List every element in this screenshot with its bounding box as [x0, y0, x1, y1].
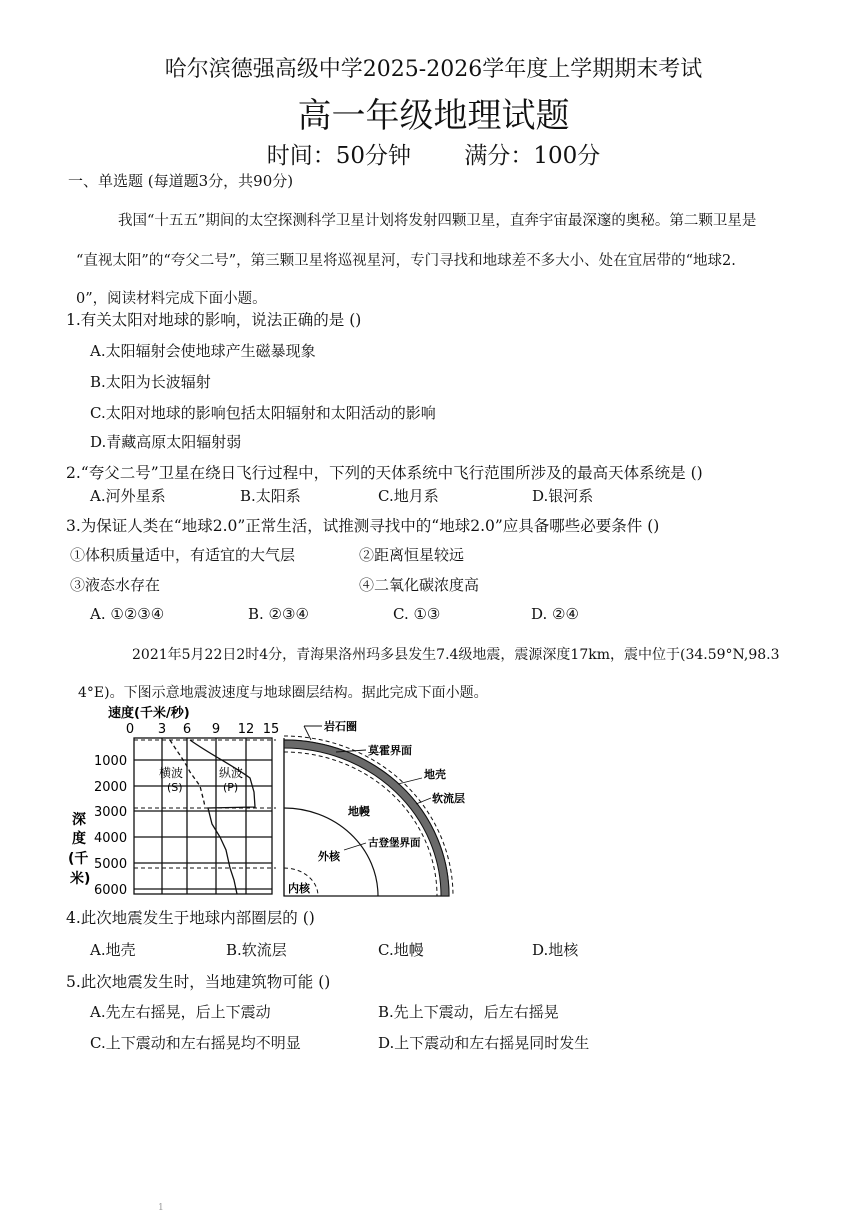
- material2-line2: 4°E)。下图示意地震波速度与地球圈层结构。据此完成下面小题。: [78, 685, 488, 701]
- q2-option-d[interactable]: D.银河系: [532, 487, 594, 505]
- label-gutenberg: 古登堡界面: [368, 837, 421, 849]
- q5-option-a[interactable]: A.先左右摇晃，后上下震动: [90, 1003, 271, 1021]
- q5-option-b[interactable]: B.先上下震动，后左右摇晃: [378, 1003, 559, 1021]
- page-title: 高一年级地理试题: [297, 96, 570, 136]
- q2-option-b[interactable]: B.太阳系: [240, 487, 301, 505]
- speed-tick: 6: [182, 722, 192, 737]
- label-inner-core: 内核: [288, 882, 310, 895]
- q3-option-d[interactable]: D. ②④: [531, 605, 579, 623]
- q3-condition-2: ②距离恒星较远: [359, 546, 465, 564]
- q3-option-a[interactable]: A. ①②③④: [90, 605, 165, 623]
- q5-stem: 5.此次地震发生时，当地建筑物可能 (): [66, 973, 331, 991]
- q1-stem: 1.有关太阳对地球的影响，说法正确的是 (): [66, 311, 362, 329]
- label-moho: 莫霍界面: [368, 744, 412, 757]
- speed-tick: 15: [262, 722, 280, 737]
- label-crust: 地壳: [424, 768, 446, 781]
- school-exam-line: 哈尔滨德强高级中学2025-2026学年度上学期期末考试: [164, 57, 703, 82]
- q4-stem: 4.此次地震发生于地球内部圈层的 (): [66, 909, 315, 927]
- q1-option-d[interactable]: D.青藏高原太阳辐射弱: [90, 433, 242, 451]
- depth-tick: 6000: [94, 883, 128, 898]
- q3-condition-4: ④二氧化碳浓度高: [359, 576, 480, 594]
- p-wave-label: (P): [223, 781, 239, 794]
- label-mantle: 地幔: [348, 805, 370, 818]
- chart-grid: [134, 738, 272, 894]
- label-lithosphere: 岩石圈: [324, 720, 357, 733]
- q1-option-a[interactable]: A.太阳辐射会使地球产生磁暴现象: [90, 342, 316, 360]
- page-mark: 1: [158, 1203, 164, 1213]
- section-heading: 一、单选题 (每道题3分，共90分): [68, 172, 294, 190]
- s-wave-label: (S): [167, 781, 183, 794]
- material1-line2: “直视太阳”的“夸父二号”，第三颗卫星将巡视星河，专门寻找和地球差不多大小、处在宜居带的“地球2.: [76, 253, 736, 269]
- material2-line1: 2021年5月22日2时4分，青海果洛州玛多县发生7.4级地震，震源深度17km，震中位于(34.59°N,98.3: [132, 647, 780, 663]
- label-asthenosphere: 软流层: [432, 792, 465, 805]
- depth-tick: 4000: [94, 831, 128, 846]
- label-outer-core: 外核: [318, 850, 340, 863]
- speed-tick: 9: [211, 722, 221, 737]
- s-wave-label: 横波: [159, 766, 184, 780]
- depth-tick: 5000: [94, 857, 128, 872]
- exam-time: 时间：50分钟: [266, 143, 412, 169]
- speed-tick: 3: [157, 722, 167, 737]
- depth-tick: 2000: [94, 780, 128, 795]
- q3-condition-3: ③液态水存在: [70, 576, 161, 594]
- q3-option-b[interactable]: B. ②③④: [248, 605, 309, 623]
- q4-option-b[interactable]: B.软流层: [226, 941, 287, 959]
- q1-option-b[interactable]: B.太阳为长波辐射: [90, 373, 211, 391]
- q5-option-c[interactable]: C.上下震动和左右摇晃均不明显: [90, 1034, 301, 1052]
- depth-tick: 3000: [94, 805, 128, 820]
- speed-axis-label: 速度(千米/秒): [108, 706, 190, 721]
- speed-tick: 12: [237, 722, 255, 737]
- q2-option-a[interactable]: A.河外星系: [90, 487, 166, 505]
- material1-line3: 0”，阅读材料完成下面小题。: [76, 291, 267, 307]
- q2-option-c[interactable]: C.地月系: [378, 487, 439, 505]
- depth-axis-label: (千: [68, 851, 89, 867]
- q3-condition-1: ①体积质量适中，有适宜的大气层: [70, 546, 296, 564]
- depth-axis-label: 深: [72, 812, 86, 828]
- q4-option-d[interactable]: D.地核: [532, 941, 579, 959]
- q1-option-c[interactable]: C.太阳对地球的影响包括太阳辐射和太阳活动的影响: [90, 404, 436, 422]
- seismic-wave-figure: [66, 700, 486, 905]
- q2-stem: 2.“夸父二号”卫星在绕日飞行过程中，下列的天体系统中飞行范围所涉及的最高天体系统是 (): [66, 464, 703, 482]
- exam-meta: [0, 137, 867, 170]
- q4-option-c[interactable]: C.地幔: [378, 941, 424, 959]
- q5-option-d[interactable]: D.上下震动和左右摇晃同时发生: [378, 1034, 590, 1052]
- speed-tick: 0: [125, 722, 135, 737]
- depth-axis-label: 度: [72, 831, 86, 847]
- q3-option-c[interactable]: C. ①③: [393, 605, 441, 623]
- q4-option-a[interactable]: A.地壳: [90, 941, 136, 959]
- depth-axis-label: 米): [70, 871, 91, 887]
- p-wave-curve: [190, 740, 255, 894]
- exam-full-score: 满分：100分: [464, 143, 601, 169]
- q3-stem: 3.为保证人类在“地球2.0”正常生活，试推测寻找中的“地球2.0”应具备哪些必要条件 (): [66, 517, 660, 535]
- depth-tick: 1000: [94, 754, 128, 769]
- p-wave-label: 纵波: [219, 766, 244, 780]
- material1-line1: 我国“十五五”期间的太空探测科学卫星计划将发射四颗卫星，直奔宇宙最深邃的奥秘。第二颗卫星是: [118, 213, 757, 229]
